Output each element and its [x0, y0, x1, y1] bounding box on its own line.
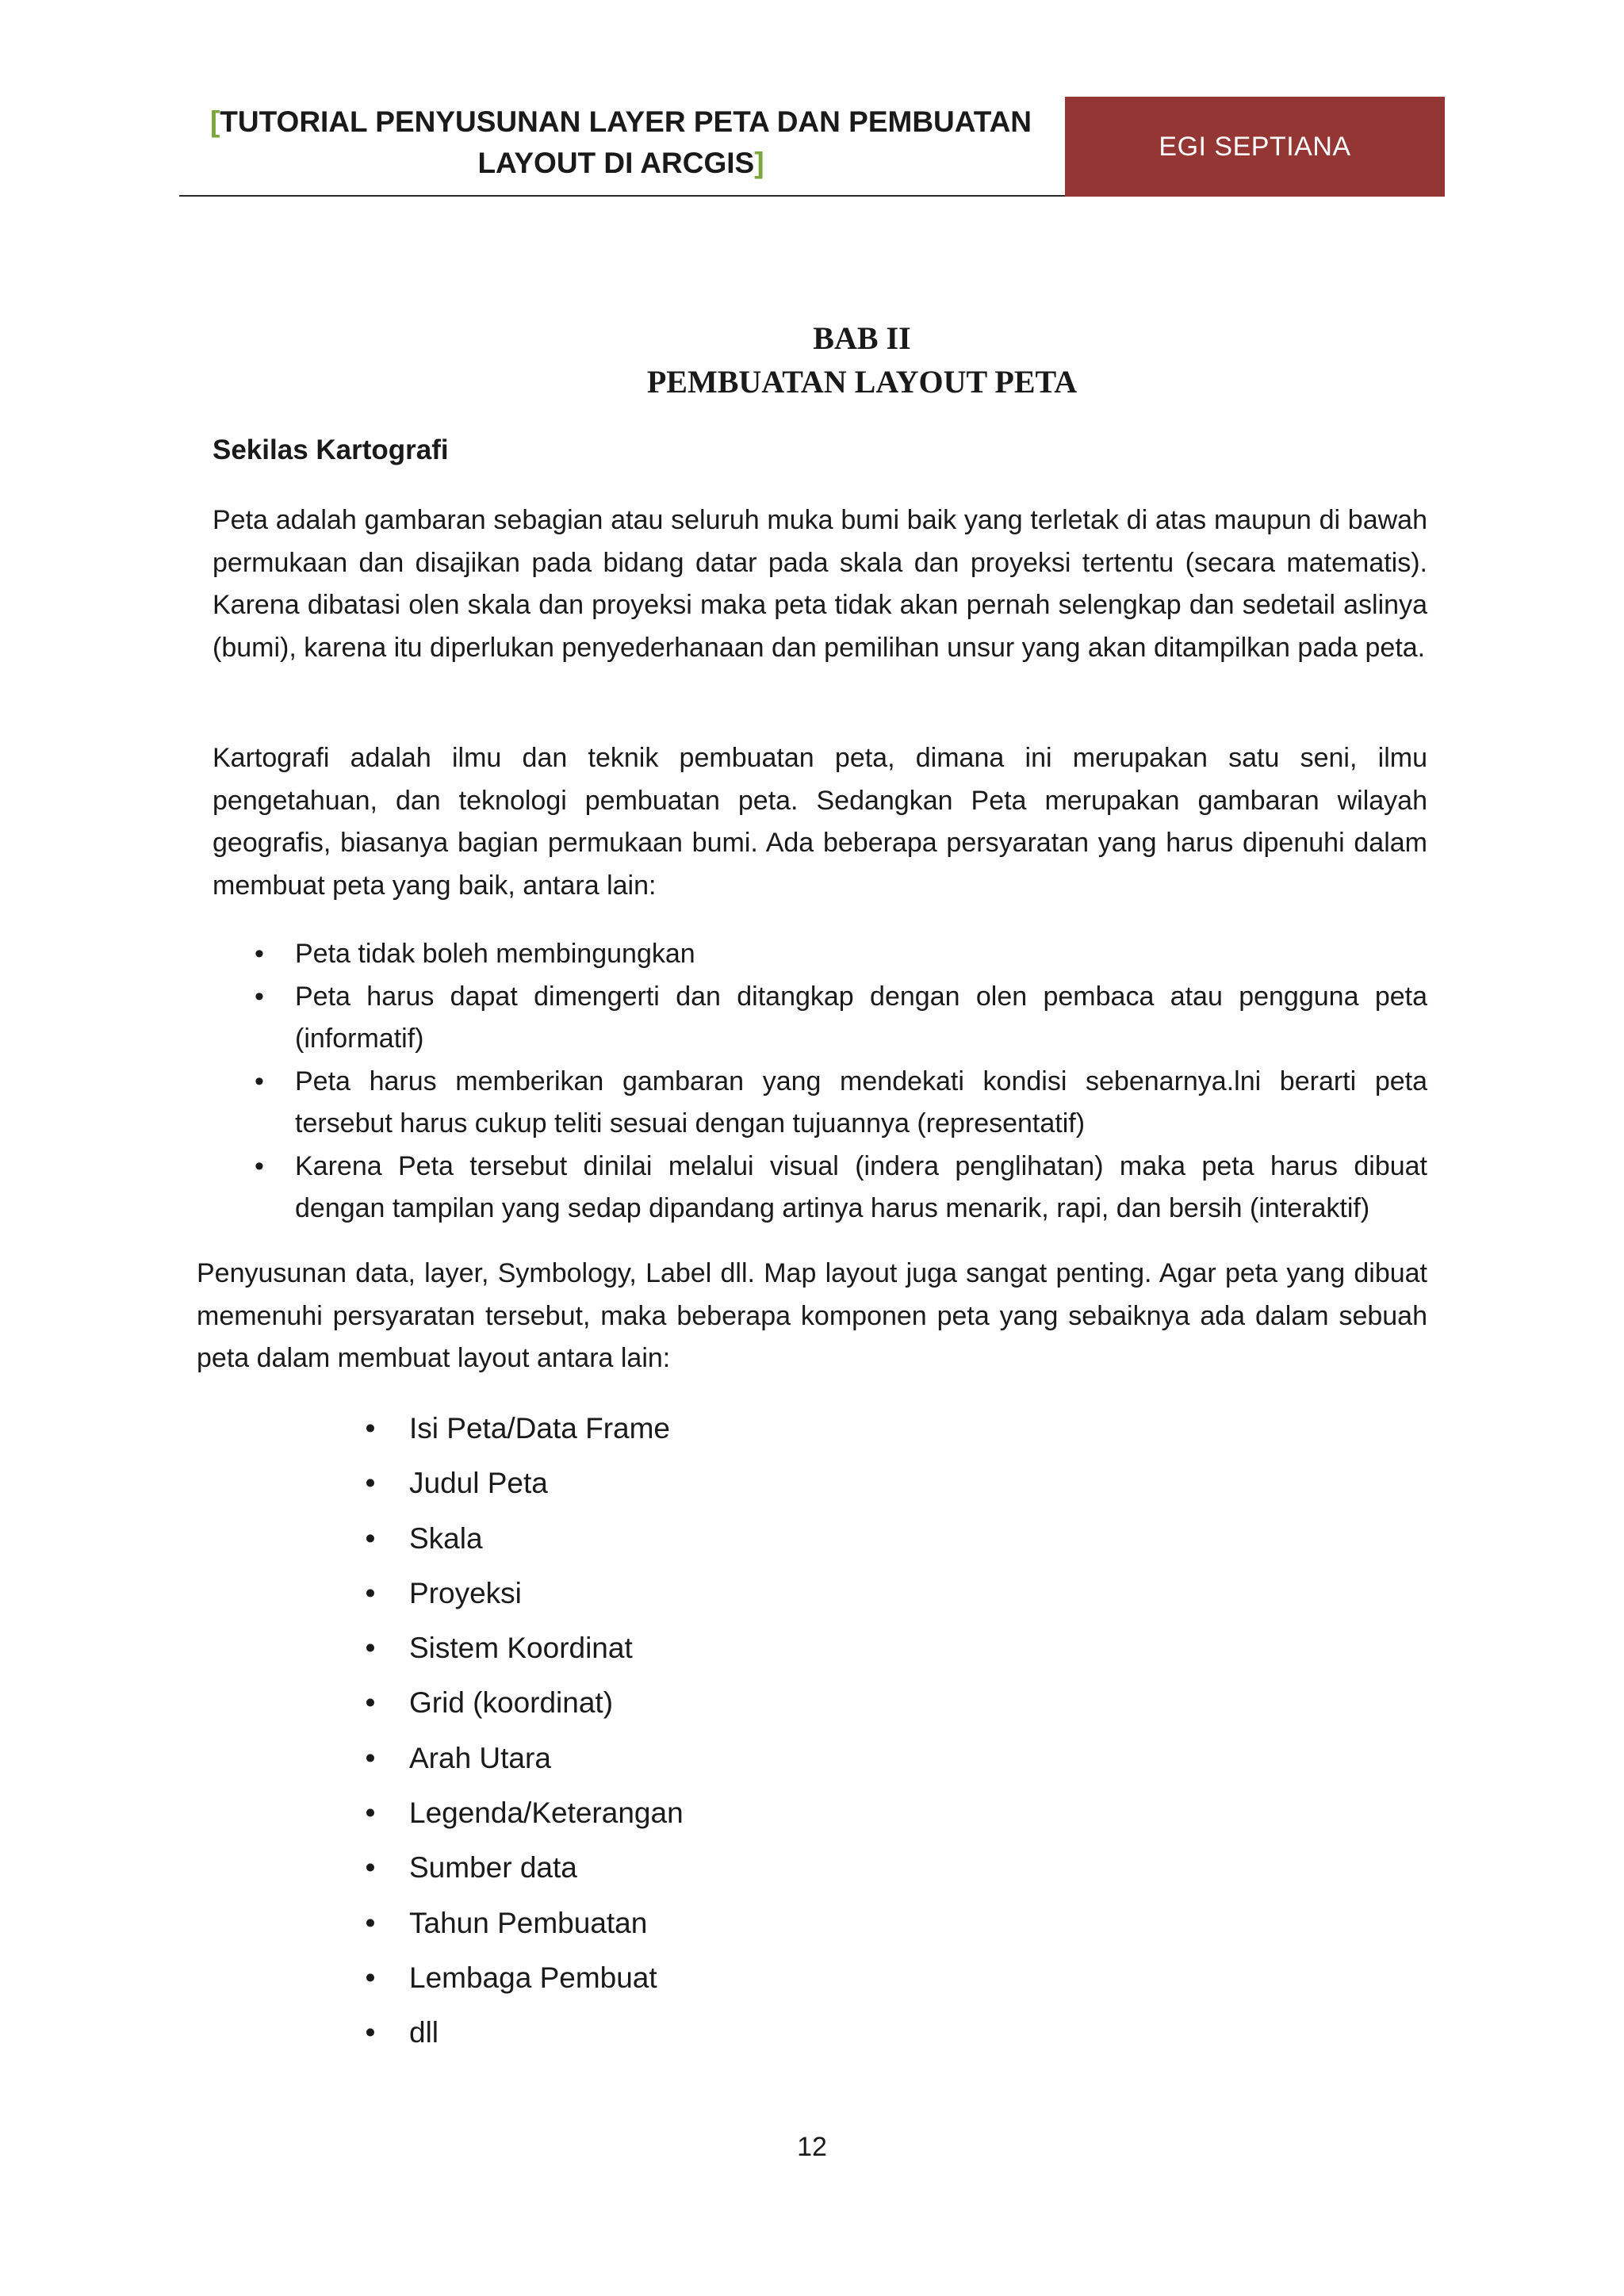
- bullet: •: [365, 1521, 376, 1555]
- list-item-text: Karena Peta tersebut dinilai melalui visual (indera penglihatan) maka peta harus dibuat dengan tampilan yang sedap dipandang artinya harus menarik, rapi, dan bersih (interaktif): [295, 1150, 1427, 1223]
- bullet: •: [365, 1686, 376, 1720]
- paragraph-kartografi-definition: Kartografi adalah ilmu dan teknik pembuatan peta, dimana ini merupakan satu seni, ilmu pengetahuan, dan teknologi pembuatan peta. Sedangkan Peta merupakan gambaran wilayah geografis, biasanya bagian permukaan bumi. Ada beberapa persyaratan yang harus dipenuhi dalam membuat peta yang baik, antara lain:: [213, 743, 1427, 901]
- list-item-text: Sistem Koordinat: [409, 1632, 633, 1665]
- list-item: [358, 1628, 684, 1682]
- header-divider: [179, 195, 1066, 197]
- list-item: [213, 976, 1427, 1061]
- list-item-text: Legenda/Keterangan: [409, 1797, 684, 1830]
- list-item-text: Peta tidak boleh membingungkan: [295, 939, 695, 969]
- list-item: [213, 933, 1427, 976]
- list-item: [358, 1518, 684, 1573]
- paragraph-peta-definition: Peta adalah gambaran sebagian atau seluruh muka bumi baik yang terletak di atas maupun di bawah permukaan dan disajikan pada bidang datar pada skala dan proyeksi tertentu (secara matematis). Karena dibatasi olen skala dan proyeksi maka peta tidak akan pernah selengkap dan sedetail aslinya (bumi), karena itu diperlukan penyederhanaan dan pemilihan unsur yang akan ditampilkan pada peta.: [213, 505, 1427, 663]
- list-item-text: Isi Peta/Data Frame: [409, 1412, 671, 1445]
- header-bracket-close: ]: [754, 147, 764, 179]
- list-item: [358, 1573, 684, 1628]
- header-bracket-open: [: [209, 105, 220, 138]
- header-title-line-2-text: LAYOUT DI ARCGIS: [477, 147, 755, 179]
- chapter-number: BAB II: [813, 320, 911, 356]
- bullet: •: [365, 1412, 376, 1445]
- list-item: [213, 1146, 1427, 1230]
- list-item-text: Lembaga Pembuat: [409, 1961, 657, 1994]
- list-item-text: Proyeksi: [409, 1576, 522, 1609]
- bullet: •: [365, 1797, 376, 1830]
- list-item-text: Judul Peta: [409, 1467, 548, 1500]
- chapter-title: PEMBUATAN LAYOUT PETA: [646, 364, 1078, 400]
- list-item-text: Sumber data: [409, 1851, 577, 1885]
- list-item-text: Tahun Pembuatan: [409, 1906, 648, 1939]
- bullet: •: [365, 1576, 376, 1609]
- header-title-line-2: [179, 143, 1063, 184]
- bullet: •: [365, 2016, 376, 2049]
- header-title-line-1: [179, 101, 1063, 143]
- list-item: [358, 1738, 684, 1793]
- header-author-name: EGI SEPTIANA: [1159, 131, 1351, 162]
- header-author-box: [1065, 97, 1445, 197]
- list-item-text: Arah Utara: [409, 1741, 551, 1774]
- list-item: [358, 1682, 684, 1737]
- list-item-text: Peta harus memberikan gambaran yang mendekati kondisi sebenarnya.lni berarti peta tersebut harus cukup teliti sesuai dengan tujuannya (representatif): [295, 1066, 1427, 1138]
- list-item-text: Grid (koordinat): [409, 1686, 614, 1720]
- bullet: •: [365, 1467, 376, 1500]
- list-item: [358, 2012, 684, 2067]
- list-item: [358, 1793, 684, 1847]
- bullet: •: [255, 981, 264, 1012]
- bullet: •: [365, 1851, 376, 1885]
- page-number: 12: [797, 2132, 827, 2162]
- list-item: [358, 1463, 684, 1517]
- paragraph-layout-components: Penyusunan data, layer, Symbology, Label dll. Map layout juga sangat penting. Agar peta yang dibuat memenuhi persyaratan tersebut, maka beberapa komponen peta yang sebaiknya ada dalam sebuah peta dalam membuat layout antara lain:: [197, 1258, 1427, 1373]
- bullet: •: [365, 1906, 376, 1939]
- list-item: [358, 1957, 684, 2012]
- bullet: •: [255, 1150, 264, 1181]
- section-heading: Sekilas Kartografi: [213, 434, 449, 465]
- bullet: •: [365, 1961, 376, 1994]
- bullet: •: [365, 1741, 376, 1774]
- requirements-list: [213, 933, 1427, 1230]
- list-item: [213, 1061, 1427, 1146]
- list-item-text: dll: [409, 2016, 439, 2049]
- list-item-text: Peta harus dapat dimengerti dan ditangkap dengan olen pembaca atau pengguna peta (informatif): [295, 981, 1427, 1054]
- header-title: [179, 101, 1063, 184]
- bullet: •: [255, 1066, 264, 1096]
- list-item: [358, 1408, 684, 1463]
- list-item-text: Skala: [409, 1521, 483, 1555]
- bullet: •: [255, 939, 264, 969]
- header-title-line-1-text: TUTORIAL PENYUSUNAN LAYER PETA DAN PEMBUATAN: [220, 105, 1032, 138]
- bullet: •: [365, 1632, 376, 1665]
- list-item: [358, 1903, 684, 1957]
- list-item: [358, 1847, 684, 1902]
- map-components-list: [358, 1408, 684, 2068]
